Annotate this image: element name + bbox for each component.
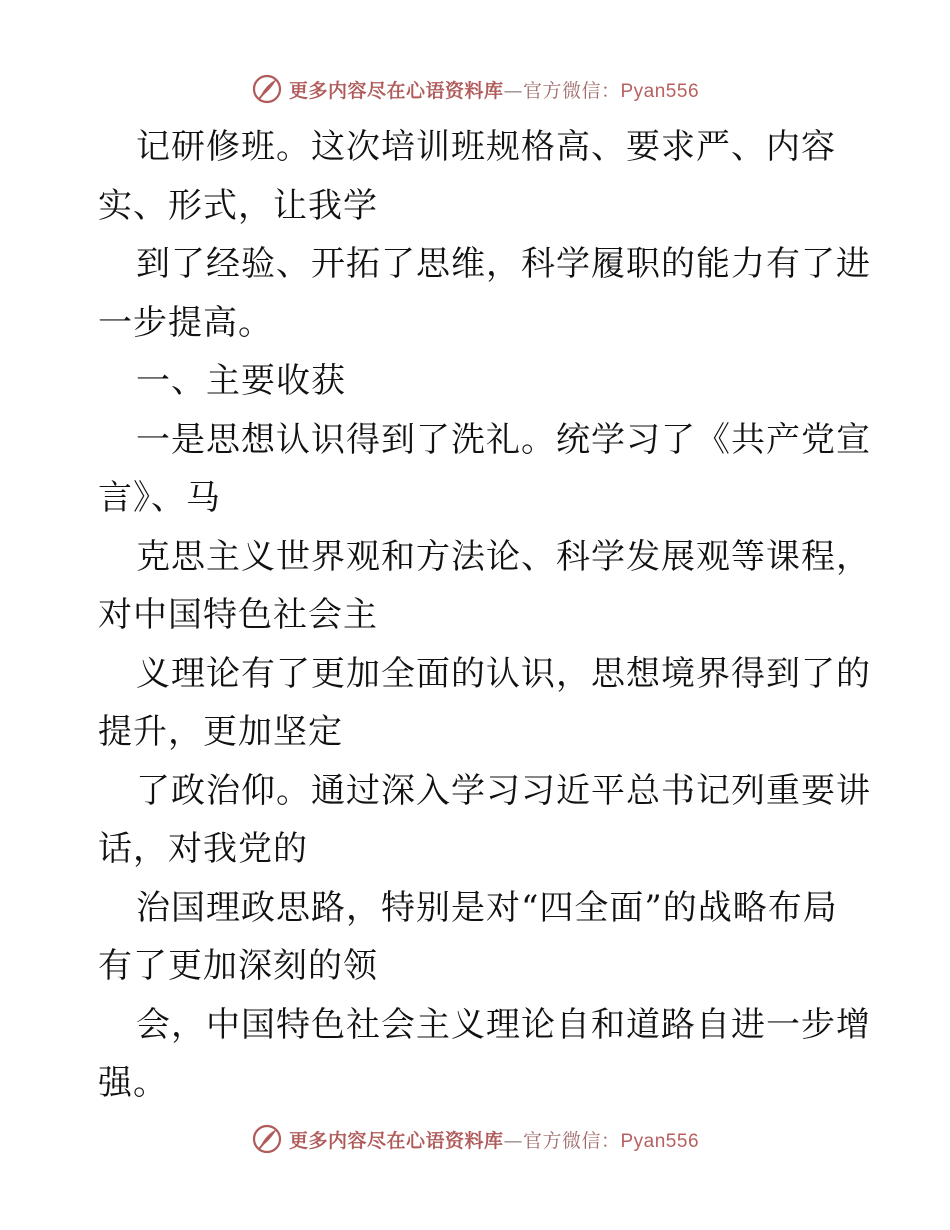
text-line: 了政治仰。通过深入学习习近平总书记列重要讲 [136,770,871,811]
text-line: 言》、马 [98,478,221,518]
text-line: 克思主义世界观和方法论、科学发展观等课程， [136,536,871,577]
text-line: 提升，更加坚定 [98,712,343,752]
text-line: 记研修班。这次培训班规格高、要求严、内容 [136,127,836,167]
text-line: 会，中国特色社会主义理论自和道路自进一步增 [136,1004,871,1045]
watermark-text: 更多内容尽在心语资料库—官方微信：Pyan556 [288,79,700,102]
text-line: 有了更加深刻的领 [98,946,378,986]
text-line: 一、主要收获 [136,361,346,401]
feather-pen-icon [251,73,283,105]
text-line: 实、形式，让我学 [98,185,378,226]
header-watermark [0,72,950,106]
text-line: 义理论有了更加全面的认识，思想境界得到了的 [136,653,871,694]
text-line: 强。 [98,1063,168,1103]
document-body [98,118,871,1113]
text-line: 对中国特色社会主 [98,595,378,635]
text-line: 治国理政思路，特别是对“四全面”的战略布局 [136,887,838,928]
text-line: 到了经验、开拓了思维，科学履职的能力有了进 [136,244,871,284]
text-line: 一是思想认识得到了洗礼。统学习了《共产党宣 [136,419,871,460]
watermark-text: 更多内容尽在心语资料库—官方微信：Pyan556 [288,1129,700,1152]
text-line: 话，对我党的 [98,829,308,869]
feather-pen-icon [251,1123,283,1155]
text-line: 一步提高。 [98,302,273,343]
footer-watermark [0,1122,950,1156]
